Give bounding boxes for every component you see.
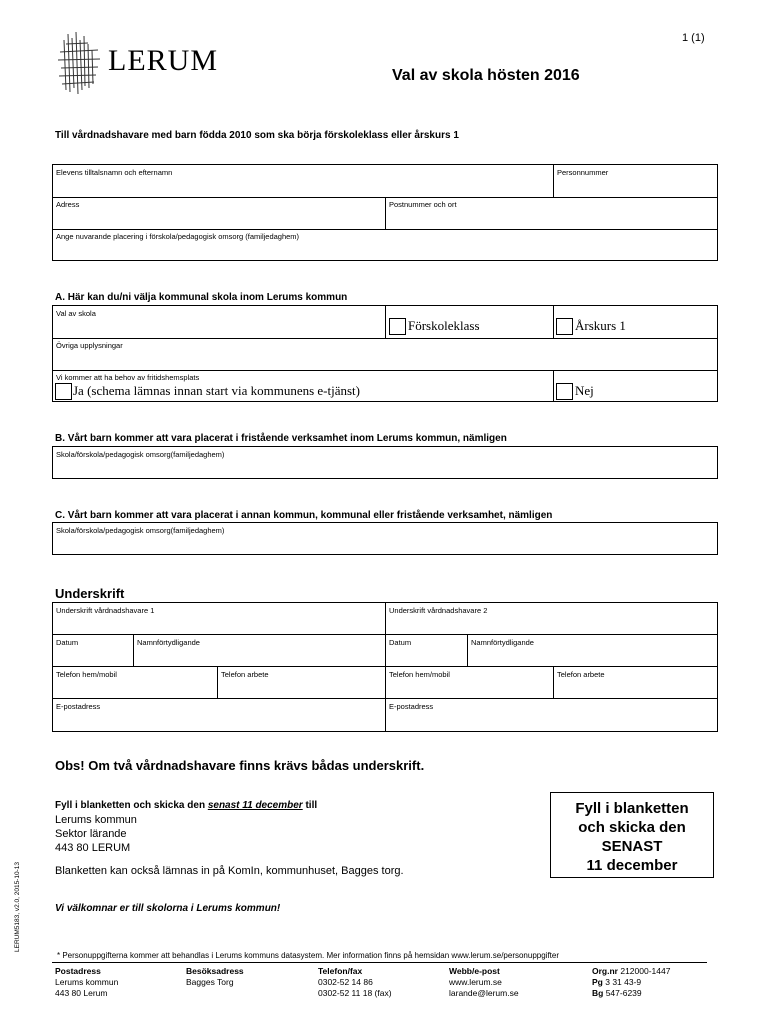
- document-version-code: LERUM5183, v2.0, 2015-10-13: [14, 862, 21, 952]
- section-c-heading: C. Vårt barn kommer att vara placerat i annan kommun, kommunal eller fristående verksamhet, nämligen: [55, 510, 553, 521]
- page-title: Val av skola hösten 2016: [392, 67, 580, 84]
- postal-field[interactable]: Postnummer och ort: [389, 200, 457, 209]
- arskurs-label: Årskurs 1: [575, 318, 626, 333]
- other-info-field[interactable]: Övriga upplysningar: [56, 341, 123, 350]
- footer-web: Webb/e-post www.lerum.se larande@lerum.se: [449, 966, 519, 998]
- instructions-line: Fyll i blanketten och skicka den senast 11 december till: [55, 800, 318, 811]
- address-field[interactable]: Adress: [56, 200, 80, 209]
- deadline-callout: Fyll i blanketten och skicka den SENAST 11 december: [550, 792, 714, 878]
- current-placement-field[interactable]: Ange nuvarande placering i förskola/pedagogisk omsorg (familjedaghem): [56, 232, 300, 241]
- intro-text: Till vårdnadshavare med barn födda 2010 som ska börja förskoleklass eller årskurs 1: [55, 130, 459, 141]
- name-1-field[interactable]: Namnförtydligande: [137, 638, 200, 647]
- phone-work-2-field[interactable]: Telefon arbete: [557, 670, 605, 679]
- footer-divider: [52, 962, 707, 963]
- fritids-nej-checkbox[interactable]: [556, 383, 573, 400]
- email-2-field[interactable]: E-postadress: [389, 702, 434, 711]
- section-a-box: [52, 305, 718, 402]
- logo-text: LERUM: [108, 44, 218, 77]
- date-1-field[interactable]: Datum: [56, 638, 79, 647]
- alt-delivery-text: Blanketten kan också lämnas in på KomIn, kommunhuset, Bagges torg.: [55, 865, 404, 877]
- website-link[interactable]: www.lerum.se: [449, 977, 502, 987]
- section-c-field: Skola/förskola/pedagogisk omsorg(familjedaghem): [56, 526, 225, 535]
- signature-box: [52, 602, 718, 732]
- footer-postal: Postadress Lerums kommun 443 80 Lerum: [55, 966, 119, 998]
- page-number: 1 (1): [682, 32, 705, 44]
- phone-home-1-field[interactable]: Telefon hem/mobil: [56, 670, 117, 679]
- school-choice-field[interactable]: Val av skola: [56, 309, 96, 318]
- privacy-footnote: * Personuppgifterna kommer att behandlas i Lerums kommuns datasystem. Mer information finns på hemsidan www.lerum.se/personuppgifter: [57, 951, 560, 960]
- forskoleklass-checkbox[interactable]: [389, 318, 406, 335]
- forskoleklass-label: Förskoleklass: [408, 318, 480, 333]
- section-c-box[interactable]: [52, 522, 718, 555]
- footer-visit: Besöksadress Bagges Torg: [186, 966, 244, 987]
- footer-phone: Telefon/fax 0302-52 14 86 0302-52 11 18 (fax): [318, 966, 392, 998]
- section-b-field: Skola/förskola/pedagogisk omsorg(familjedaghem): [56, 450, 225, 459]
- obs-notice: Obs! Om två vårdnadshavare finns krävs bådas underskrift.: [55, 758, 425, 773]
- student-name-field[interactable]: Elevens tilltalsnamn och efternamn: [56, 168, 173, 177]
- welcome-text: Vi välkomnar er till skolorna i Lerums kommun!: [55, 903, 281, 914]
- signature-heading: Underskrift: [55, 586, 125, 601]
- section-a-heading: A. Här kan du/ni välja kommunal skola inom Lerums kommun: [55, 292, 348, 303]
- footer-org: Org.nr 212000-1447 Pg 3 31 43-9 Bg 547-6239: [592, 966, 671, 998]
- section-b-box[interactable]: [52, 446, 718, 479]
- name-2-field[interactable]: Namnförtydligande: [471, 638, 534, 647]
- personnummer-field[interactable]: Personnummer: [557, 168, 609, 177]
- student-info-box: [52, 164, 718, 261]
- email-link[interactable]: larande@lerum.se: [449, 988, 519, 998]
- mailing-address: Lerums kommun Sektor lärande 443 80 LERUM: [55, 814, 137, 854]
- email-1-field[interactable]: E-postadress: [56, 702, 101, 711]
- section-b-heading: B. Vårt barn kommer att vara placerat i fristående verksamhet inom Lerums kommun, nämligen: [55, 433, 507, 444]
- signature-1-field[interactable]: Underskrift vårdnadshavare 1: [56, 606, 155, 615]
- arskurs-checkbox[interactable]: [556, 318, 573, 335]
- phone-home-2-field[interactable]: Telefon hem/mobil: [389, 670, 450, 679]
- fritids-nej-label: Nej: [575, 383, 594, 398]
- fritids-label: Vi kommer att ha behov av fritidshemsplats: [56, 373, 200, 382]
- phone-work-1-field[interactable]: Telefon arbete: [221, 670, 269, 679]
- date-2-field[interactable]: Datum: [389, 638, 412, 647]
- fritids-ja-label: Ja (schema lämnas innan start via kommunens e-tjänst): [73, 383, 361, 398]
- deadline-emphasis: senast 11 december: [207, 800, 303, 811]
- signature-2-field[interactable]: Underskrift vårdnadshavare 2: [389, 606, 488, 615]
- fritids-ja-checkbox[interactable]: [55, 383, 72, 400]
